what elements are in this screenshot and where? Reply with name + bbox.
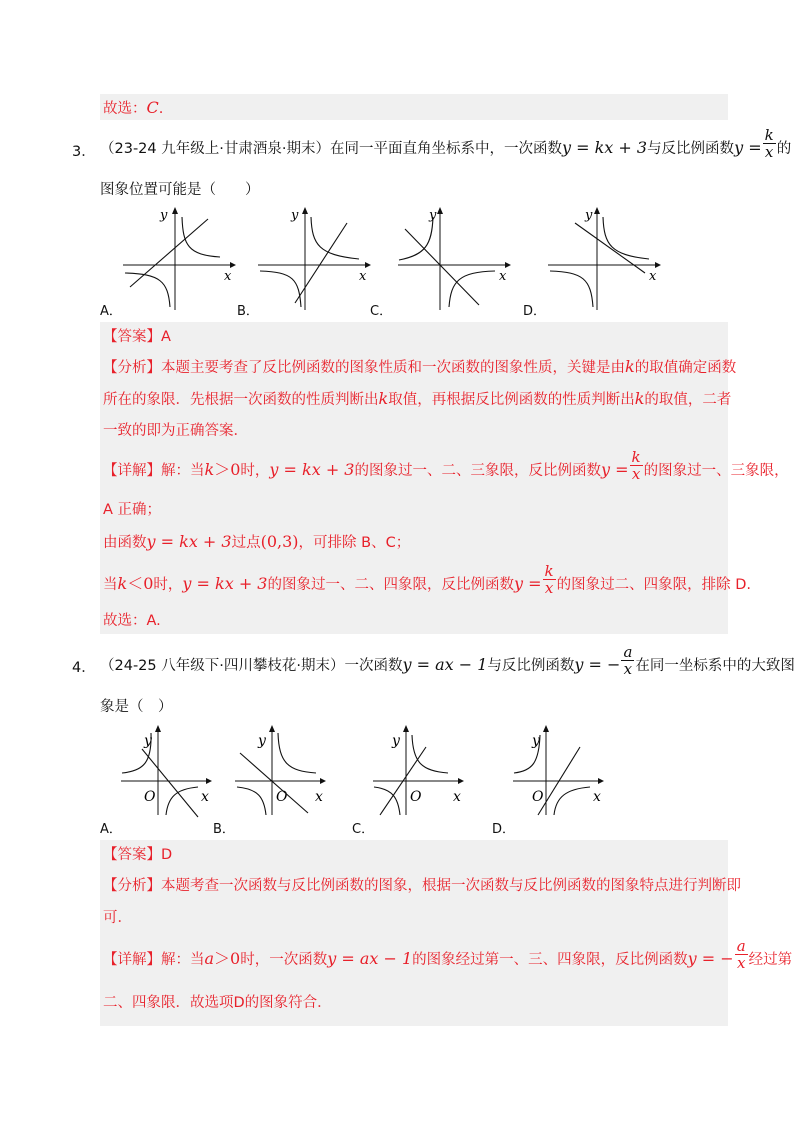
- svg-text:x: x: [499, 269, 507, 284]
- svg-text:O: O: [532, 789, 544, 805]
- q4-stem-line2: 象是（ ）: [100, 699, 173, 715]
- q3-option-d-label[interactable]: D．: [523, 304, 547, 319]
- q4-option-c-graph: [370, 723, 470, 819]
- svg-text:x: x: [649, 269, 657, 284]
- svg-text:x: x: [359, 269, 367, 284]
- q3-option-c-label[interactable]: C．: [370, 304, 393, 319]
- q4-answer: 【答案】D: [103, 847, 173, 863]
- svg-text:y: y: [429, 208, 437, 223]
- q3-option-b-label[interactable]: B．: [237, 304, 259, 319]
- svg-text:O: O: [276, 789, 288, 805]
- svg-text:y: y: [160, 208, 168, 223]
- q4-detail-line1: 【详解】解：当a＞0时，一次函数y = ax − 1的图象经过第一、三、四象限，反比例函数y = − $\frac{a}{x}$ 经过第: [103, 936, 793, 972]
- question-number-3: 3．: [72, 144, 96, 160]
- q4-option-b-graph: [232, 723, 332, 819]
- q4-option-d-label[interactable]: D．: [492, 822, 516, 837]
- q3-option-a-label[interactable]: A．: [100, 304, 122, 319]
- q4-option-d-graph: [510, 723, 610, 819]
- q3-detail-line4: 当k＜0时，y = kx + 3的图象过一、二、四象限，反比例函数y = $\frac{k}{x}$ 的图象过二、四象限，排除 D.: [103, 561, 751, 597]
- svg-text:O: O: [144, 789, 156, 805]
- q4-stem-line1: （24-25 八年级下·四川攀枝花·期末）一次函数y = ax − 1与反比例函数y = − $\frac{a}{x}$ 在同一坐标系中的大致图: [100, 642, 795, 678]
- q3-analysis-line2: 所在的象限．先根据一次函数的性质判断出k取值，再根据反比例函数的性质判断出k的取值，二者: [103, 389, 732, 408]
- q4-option-c-label[interactable]: C．: [352, 822, 375, 837]
- q3-detail-line2: A 正确；: [103, 502, 162, 518]
- q4-analysis-line2: 可．: [103, 910, 132, 926]
- svg-text:y: y: [144, 733, 152, 749]
- svg-text:x: x: [315, 789, 323, 805]
- q3-answer: 【答案】A: [103, 329, 171, 345]
- q4-option-b-label[interactable]: B．: [213, 822, 235, 837]
- q3-stem-line1: （23-24 九年级上·甘肃酒泉·期末）在同一平面直角坐标系中，一次函数y = kx + 3与反比例函数y = $\frac{k}{x}$ 的: [100, 125, 792, 161]
- q3-stem-line2: 图象位置可能是（ ）: [100, 182, 260, 198]
- svg-text:y: y: [258, 733, 266, 749]
- q3-option-b-graph: [255, 205, 375, 315]
- svg-text:y: y: [585, 208, 593, 223]
- q4-option-a-label[interactable]: A．: [100, 822, 122, 837]
- question-number-4: 4．: [72, 660, 96, 676]
- q3-detail-line1: 【详解】解：当k＞0时，y = kx + 3的图象过一、二、三象限，反比例函数y = $\frac{k}{x}$ 的图象过一、三象限，: [103, 447, 789, 483]
- svg-text:y: y: [532, 733, 540, 749]
- q3-analysis-line3: 一致的即为正确答案．: [103, 423, 248, 439]
- answer-shade-q2: [100, 94, 728, 120]
- svg-text:x: x: [453, 789, 461, 805]
- svg-text:x: x: [201, 789, 209, 805]
- q4-option-a-graph: [118, 723, 218, 819]
- svg-text:x: x: [593, 789, 601, 805]
- q3-option-d-graph: [545, 205, 665, 315]
- q3-option-c-graph: [395, 205, 515, 315]
- svg-text:y: y: [392, 733, 400, 749]
- svg-text:O: O: [410, 789, 422, 805]
- q4-analysis-line1: 【分析】本题考查一次函数与反比例函数的图象，根据一次函数与反比例函数的图象特点进行判断即: [103, 878, 741, 894]
- q4-detail-line2: 二、四象限．故选项D的图象符合．: [103, 995, 332, 1011]
- q2-final-answer: 故选：C.: [103, 98, 164, 117]
- q3-analysis-line1: 【分析】本题主要考查了反比例函数的图象性质和一次函数的图象性质，关键是由k的取值确定函数: [103, 357, 737, 376]
- svg-text:y: y: [291, 208, 299, 223]
- svg-text:x: x: [224, 269, 232, 284]
- q3-final-answer: 故选：A.: [103, 613, 161, 629]
- q3-detail-line3: 由函数y = kx + 3过点(0,3)，可排除 B、C；: [103, 532, 411, 551]
- q3-option-a-graph: [120, 205, 240, 315]
